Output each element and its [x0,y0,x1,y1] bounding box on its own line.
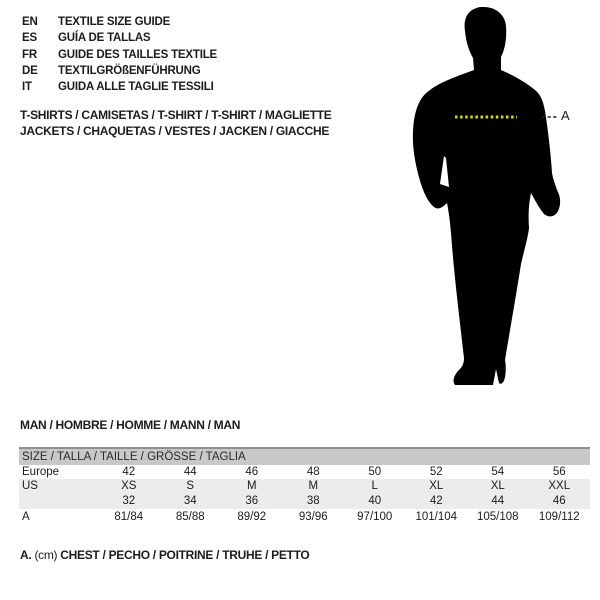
cell-a-3: 89/92 [237,511,267,523]
cell-us-7: XL [490,480,505,492]
section-title-man: MAN / HOMBRE / HOMME / MANN / MAN [20,418,241,432]
cell-us-8: XXL [548,480,571,492]
cell-a-6: 101/104 [415,511,458,523]
cell-a-5: 97/100 [357,511,393,523]
cell-us-4: M [308,480,319,492]
cell-us-1: XS [121,480,137,492]
cell-a-1: 81/84 [114,511,144,523]
lang-code-de: DE [22,64,38,77]
lang-code-it: IT [22,81,32,94]
cell-usnum-1: 32 [122,495,136,507]
lang-code-en: EN [22,16,38,28]
cell-us-2: S [186,480,195,492]
lang-code-fr: FR [22,48,37,61]
cell-europe-7: 54 [491,466,505,478]
cell-usnum-5: 40 [368,495,382,507]
row-label-us: US [22,480,38,492]
garment-line-jackets: JACKETS / CHAQUETAS / VESTES / JACKEN / GIACCHE [20,124,330,138]
cell-usnum-4: 38 [306,495,320,507]
cell-us-3: M [246,480,257,492]
garment-line-tshirts: T-SHIRTS / CAMISETAS / T-SHIRT / T-SHIRT / MAGLIETTE [20,108,332,122]
footnote-measure: A. [20,548,32,562]
cell-europe-3: 46 [245,466,259,478]
cell-us-5: L [371,480,378,492]
cell-usnum-8: 46 [552,495,566,507]
cell-a-2: 85/88 [175,511,205,523]
cell-a-4: 93/96 [298,511,328,523]
cell-us-6: XL [429,480,444,492]
footnote-unit: (cm) [34,548,58,562]
row-label-europe: Europe [22,466,60,478]
lang-code-es: ES [22,32,37,45]
footnote-text: CHEST / PECHO / POITRINE / TRUHE / PETTO [60,548,310,562]
row-label-us-numeric [19,494,98,509]
cell-a-7: 105/108 [476,511,519,523]
table-row-us-numeric [19,494,590,509]
cell-usnum-7: 44 [491,495,505,507]
title-fr: GUIDE DES TAILLES TEXTILE [58,48,217,61]
title-es: GUÍA DE TALLAS [58,32,151,45]
cell-a-8: 109/112 [538,511,580,523]
title-en: TEXTILE SIZE GUIDE [58,16,171,28]
size-table-header: SIZE / TALLA / TAILLE / GRÖSSE / TAGLIA [19,447,590,465]
cell-usnum-2: 34 [183,495,197,507]
cell-europe-6: 52 [429,466,443,478]
cell-europe-1: 42 [122,466,136,478]
table-row-us [19,479,590,494]
cell-europe-4: 48 [306,466,320,478]
row-label-a: A [22,511,30,523]
table-row-europe [19,465,590,479]
cell-usnum-6: 42 [429,495,443,507]
measure-label-a: A [561,108,570,123]
title-it: GUIDA ALLE TAGLIE TESSILI [58,81,214,94]
table-row-chest-a [19,509,590,527]
title-de: TEXTILGRÖßENFÜHRUNG [58,64,201,77]
cell-europe-5: 50 [368,466,382,478]
footnote-chest [20,548,309,562]
cell-europe-8: 56 [552,466,566,478]
cell-usnum-3: 36 [245,495,259,507]
cell-europe-2: 44 [183,466,197,478]
size-table [19,447,590,527]
